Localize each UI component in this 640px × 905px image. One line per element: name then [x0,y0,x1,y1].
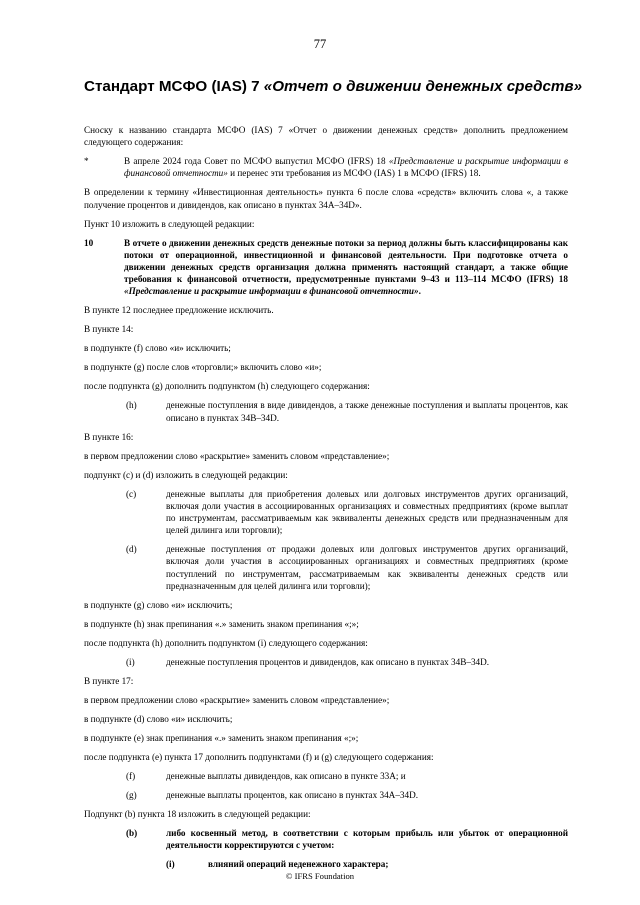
para16-first: в первом предложении слово «раскрытие» заменить словом «представление»; [84,450,390,461]
footnote-marker: * [84,156,89,167]
para16-intro: В пункте 16: [84,431,134,442]
para17-f [84,770,568,782]
para10-text-part1: В отчете о движении денежных средств денежные потоки за период должны быть классифицированы как потоки от операционной, инвестиционной и финансовой деятельности. При подготовке отчета о движении денежных средств организация должна применять настоящий стандарт, а также общие требования к финансовой отчетности, предусмотренные пунктами 9–43 и 113–114 МСФО (IFRS) 18 [124,237,568,285]
footnote-intro: Сноску к названию стандарта МСФО (IAS) 7 «Отчет о движении денежных средств» дополнить предложением следующего содержания: [84,125,568,148]
standard-title [84,78,584,96]
para14-g: в подпункте (g) после слов «торговли;» включить слово «и»; [84,362,322,373]
para16-d-marker: (d) [126,544,137,555]
para17-fg-intro: после подпункта (e) пункта 17 дополнить подпунктами (f) и (g) следующего содержания: [84,751,434,762]
footnote-text-part1: В апреле 2024 года Совет по МСФО выпустил МСФО (IFRS) 18 [124,156,389,167]
para10-text-italic: «Представление и раскрытие информации в финансовой отчетности» [124,286,419,297]
footnote-text-italic: «Представление и раскрытие информации в финансовой отчетности» [124,156,568,179]
para18-intro: Подпункт (b) пункта 18 изложить в следующей редакции: [84,808,311,819]
para18-b-text: либо косвенный метод, в соответствии с которым прибыль или убыток от операционной деятельности корректируются с учетом: [166,827,568,851]
para12: В пункте 12 последнее предложение исключить. [84,305,274,316]
para16-c [84,488,568,537]
para17-f-marker: (f) [126,770,136,781]
para16-i-text: денежные поступления процентов и дивидендов, как описано в пунктах 34B–34D. [166,656,490,667]
para17-first: в первом предложении слово «раскрытие» заменить словом «представление»; [84,694,390,705]
title-italic: «Отчет о движении денежных средств» [263,78,583,95]
page-footer: © IFRS Foundation [285,871,355,881]
para16-c-text: денежные выплаты для приобретения долевых или долговых инструментов других организаций, включая доли участия в ассоциированных организациях и совместных предприятиях (кроме выплат по инструментам, рассматриваемым как эквиваленты денежных средств или предназначенным для целей дилинга или торговли); [166,488,568,536]
para14-f: в подпункте (f) слово «и» исключить; [84,343,231,354]
para18-i-text: влияний операций неденежного характера; [208,859,389,870]
para10-number: 10 [84,237,94,248]
footnote-item [84,155,568,179]
footnote-text [124,155,568,179]
para17-g-text: денежные выплаты процентов, как описано в пунктах 34А–34D. [166,789,419,800]
para16-cd-intro: подпункт (c) и (d) изложить в следующей редакции: [84,469,288,480]
para10-text-part2: . [418,286,421,297]
para10-text [124,237,568,298]
document-body [84,124,568,877]
title-plain: Стандарт МСФО (IAS) 7 [84,78,264,95]
para16-i [84,656,568,668]
para16-i-marker: (i) [126,656,135,667]
page-number: 77 [313,37,327,51]
para14-h-intro: после подпункта (g) дополнить подпунктом (h) следующего содержания: [84,381,370,392]
para17-g-marker: (g) [126,789,137,800]
para17-intro: В пункте 17: [84,675,134,686]
para17-e: в подпункте (e) знак препинания «.» заменить знаком препинания «;»; [84,732,359,743]
para16-d [84,543,568,592]
para16-i-intro: после подпункта (h) дополнить подпунктом (i) следующего содержания: [84,637,368,648]
para16-d-text: денежные поступления от продажи долевых или долговых инструментов других организаций, включая доли участия в ассоциированных организациях и совместных предприятиях (кроме поступлений по инструментам, рассматриваемым как эквиваленты денежных средств или предназначенным для целей дилинга или торговли); [166,544,568,591]
para18-b-marker: (b) [126,827,138,838]
para14-h [84,399,568,423]
footnote-text-part2: и перенес эти требования из МСФО (IAS) 1 в МСФО (IFRS) 18. [227,168,481,179]
para18-i-marker: (i) [166,859,175,870]
para17-d: в подпункте (d) слово «и» исключить; [84,713,233,724]
para14-h-marker: (h) [126,400,137,411]
para18-b-i [84,858,568,870]
para16-c-marker: (c) [126,488,137,499]
para14-intro: В пункте 14: [84,324,134,335]
para17-f-text: денежные выплаты дивидендов, как описано в пункте 33А; и [166,770,406,781]
para16-g: в подпункте (g) слово «и» исключить; [84,599,233,610]
para10-intro: Пункт 10 изложить в следующей редакции: [84,218,255,229]
para16-h: в подпункте (h) знак препинания «.» заменить знаком препинания «;»; [84,618,359,629]
para18-b [84,827,568,851]
investing-definition: В определении к термину «Инвестиционная деятельность» пункта 6 после слова «средств» включить слова «, а также получение процентов и дивидендов, как описано в пунктах 34А–34D». [84,187,568,210]
para14-h-text: денежные поступления в виде дивидендов, а также денежные поступления и выплаты процентов, как описано в пунктах 34B–34D. [166,400,568,423]
para10 [84,237,568,298]
para17-g [84,789,568,801]
